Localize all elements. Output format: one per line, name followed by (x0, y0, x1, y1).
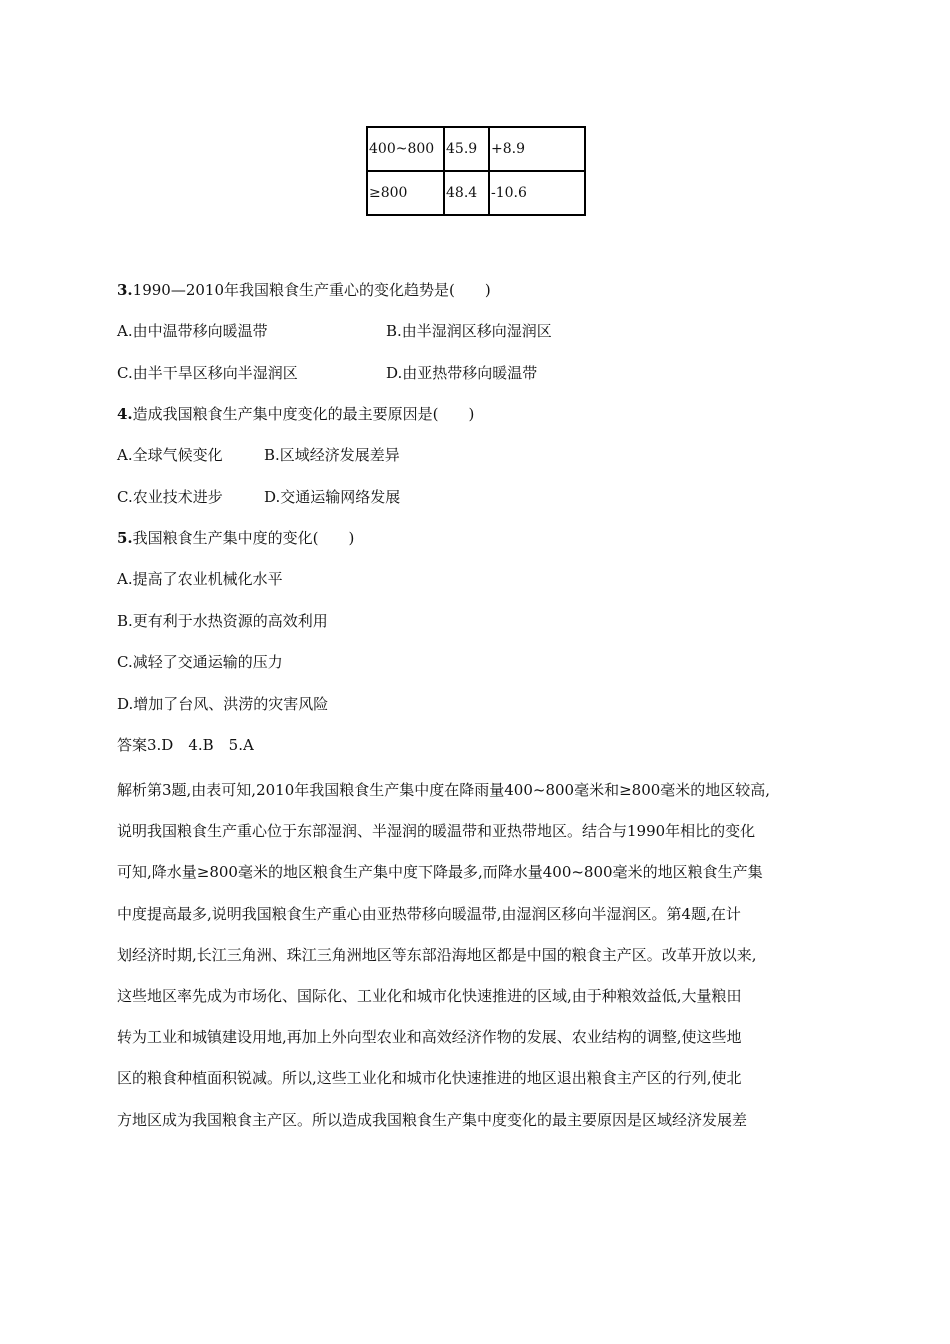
option-4a: A.全球气候变化 (117, 446, 223, 464)
analysis-line: 可知,降水量≥800毫米的地区粮食生产集中度下降最多,而降水量400~800毫米的地区粮食生产集 (117, 863, 763, 882)
question-number: 3. (117, 281, 133, 299)
analysis-line: 这些地区率先成为市场化、国际化、工业化和城市化快速推进的区域,由于种粮效益低,大量粮田 (117, 987, 742, 1006)
question-number: 4. (117, 405, 133, 423)
option-5b: B.更有利于水热资源的高效利用 (117, 612, 328, 630)
table-cell: -10.6 (489, 171, 585, 215)
question-stem: 我国粮食生产集中度的变化( ) (132, 529, 355, 547)
option-5c: C.减轻了交通运输的压力 (117, 653, 283, 671)
option-5d: D.增加了台风、洪涝的灾害风险 (117, 695, 329, 713)
answer-line: 答案3.D 4.B 5.A (117, 736, 254, 754)
option-4c: C.农业技术进步 (117, 488, 223, 506)
option-4d: D.交通运输网络发展 (264, 488, 401, 506)
question-stem: 1990—2010年我国粮食生产重心的变化趋势是( ) (132, 281, 491, 299)
option-4b: B.区域经济发展差异 (264, 446, 400, 464)
analysis-line: 说明我国粮食生产重心位于东部湿润、半湿润的暖温带和亚热带地区。结合与1990年相比的变化 (117, 822, 756, 841)
question-3 (117, 279, 491, 300)
analysis-line: 转为工业和城镇建设用地,再加上外向型农业和高效经济作物的发展、农业结构的调整,使这些地 (117, 1028, 742, 1047)
option-5a: A.提高了农业机械化水平 (117, 570, 283, 588)
table-cell: 48.4 (444, 171, 489, 215)
question-number: 5. (117, 529, 133, 547)
analysis-paragraph (117, 770, 837, 1141)
analysis-line: 区的粮食种植面积锐减。所以,这些工业化和城市化快速推进的地区退出粮食主产区的行列,使北 (117, 1069, 742, 1088)
analysis-line: 中度提高最多,说明我国粮食生产重心由亚热带移向暖温带,由湿润区移向半湿润区。第4题,在计 (117, 904, 741, 923)
analysis-line: 划经济时期,长江三角洲、珠江三角洲地区等东部沿海地区都是中国的粮食主产区。改革开放以来, (117, 945, 757, 964)
question-4 (117, 403, 474, 424)
option-3a: A.由中温带移向暖温带 (117, 322, 268, 340)
table-cell: +8.9 (489, 127, 585, 171)
option-3d: D.由亚热带移向暖温带 (386, 364, 538, 382)
option-3c: C.由半干旱区移向半湿润区 (117, 364, 298, 382)
question-5 (117, 527, 354, 548)
analysis-line: 解析第3题,由表可知,2010年我国粮食生产集中度在降雨量400~800毫米和≥800毫米的地区较高, (117, 781, 771, 799)
analysis-line: 方地区成为我国粮食主产区。所以造成我国粮食生产集中度变化的最主要原因是区域经济发展差 (117, 1110, 748, 1129)
table-cell: ≥800 (367, 171, 444, 215)
table-row (367, 127, 585, 171)
table-row (367, 171, 585, 215)
precipitation-table (366, 126, 586, 216)
option-3b: B.由半湿润区移向湿润区 (386, 322, 552, 340)
table-cell: 45.9 (444, 127, 489, 171)
table-cell: 400~800 (367, 127, 444, 171)
question-stem: 造成我国粮食生产集中度变化的最主要原因是( ) (132, 405, 475, 423)
